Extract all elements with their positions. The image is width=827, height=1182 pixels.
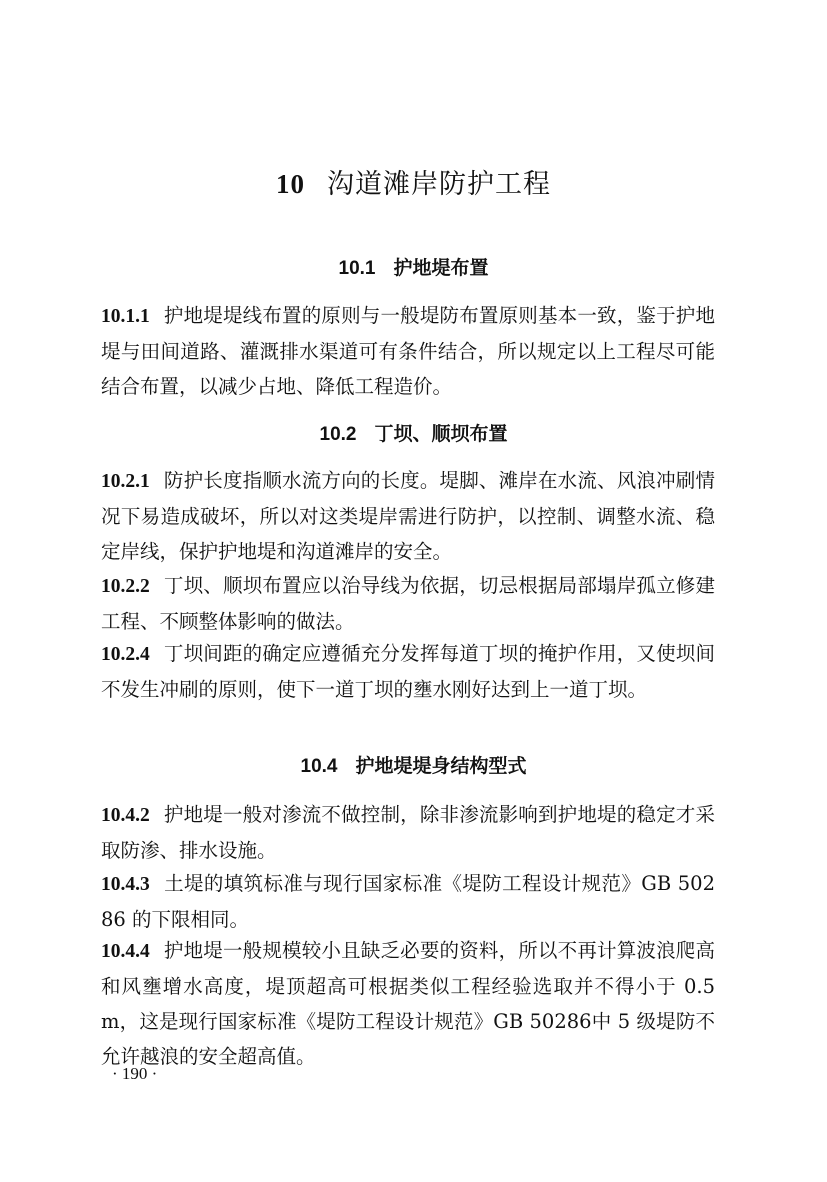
clause-text: 护地堤一般规模较小且缺乏必要的资料，所以不再计算波浪爬高和风壅增水高度，堤顶超高可根据类似工程经验选取并不得小于 0.5m，这是现行国家标准《堤防工程设计规范》GB 50286中 5 级堤防不允许越浪的安全超高值。 bbox=[101, 939, 715, 1068]
section-heading-10-1 bbox=[0, 255, 827, 282]
clause-text: 丁坝、顺坝布置应以治导线为依据，切忌根据局部塌岸孤立修建工程、不顾整体影响的做法。 bbox=[101, 574, 715, 633]
clause-10-4-3 bbox=[101, 866, 715, 937]
clause-number: 10.4.3 bbox=[101, 874, 150, 895]
clause-10-2-1 bbox=[101, 463, 715, 569]
clause-10-2-2 bbox=[101, 568, 715, 639]
section-title: 丁坝、顺坝布置 bbox=[374, 423, 508, 445]
section-title: 护地堤布置 bbox=[393, 257, 489, 279]
clause-number: 10.4.4 bbox=[101, 941, 150, 962]
section-heading-10-2 bbox=[0, 421, 827, 448]
section-number: 10.4 bbox=[300, 756, 338, 777]
chapter-title bbox=[0, 166, 827, 203]
clause-number: 10.2.4 bbox=[101, 644, 150, 665]
clause-number: 10.2.2 bbox=[101, 576, 150, 597]
section-number: 10.1 bbox=[338, 258, 376, 279]
chapter-number: 10 bbox=[276, 169, 305, 199]
chapter-title-text: 沟道滩岸防护工程 bbox=[327, 169, 551, 200]
clause-10-2-4 bbox=[101, 636, 715, 707]
clause-text: 土堤的填筑标准与现行国家标准《堤防工程设计规范》GB 50286 的下限相同。 bbox=[101, 872, 715, 931]
clause-10-4-4 bbox=[101, 933, 715, 1074]
clause-10-1-1 bbox=[101, 298, 715, 404]
clause-text: 护地堤一般对渗流不做控制，除非渗流影响到护地堤的稳定才采取防渗、排水设施。 bbox=[101, 803, 715, 862]
clause-10-4-2 bbox=[101, 797, 715, 868]
section-heading-10-4 bbox=[0, 753, 827, 780]
clause-text: 防护长度指顺水流方向的长度。堤脚、滩岸在水流、风浪冲刷情况下易造成破坏，所以对这类堤岸需进行防护，以控制、调整水流、稳定岸线，保护护地堤和沟道滩岸的安全。 bbox=[101, 469, 715, 563]
clause-number: 10.2.1 bbox=[101, 471, 150, 492]
clause-number: 10.4.2 bbox=[101, 805, 150, 826]
page-number: · 190 · bbox=[112, 1064, 158, 1083]
section-number: 10.2 bbox=[319, 424, 357, 445]
clause-text: 丁坝间距的确定应遵循充分发挥每道丁坝的掩护作用，又使坝间不发生冲刷的原则，使下一道丁坝的壅水刚好达到上一道丁坝。 bbox=[101, 642, 715, 701]
clause-text: 护地堤堤线布置的原则与一般堤防布置原则基本一致，鉴于护地堤与田间道路、灌溉排水渠道可有条件结合，所以规定以上工程尽可能结合布置，以减少占地、降低工程造价。 bbox=[101, 304, 715, 398]
clause-number: 10.1.1 bbox=[101, 306, 150, 327]
section-title: 护地堤堤身结构型式 bbox=[355, 755, 527, 777]
